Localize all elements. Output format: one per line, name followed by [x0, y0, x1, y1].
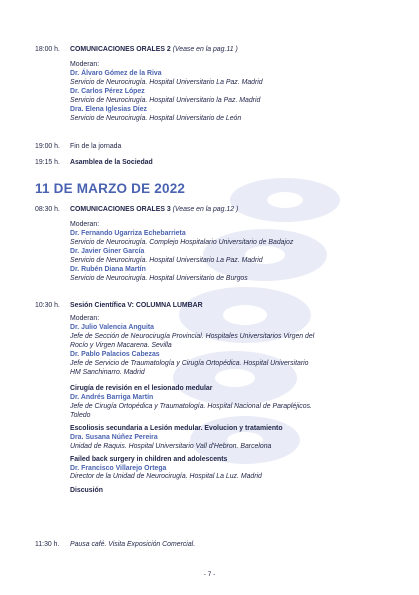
session-time: 18:00 h.	[35, 46, 60, 53]
moderator-affiliation: Servicio de Neurocirugía. Hospital Universitario La Paz. Madrid	[70, 256, 263, 264]
session-content	[70, 302, 395, 496]
moderator-name: Dr. Javier Giner García	[70, 247, 145, 255]
moderator-affiliation: Servicio de Neurocirugía. Hospital Universitario de Burgos	[70, 274, 248, 282]
talk-title: Failed back surgery in children and adolescents	[70, 455, 228, 463]
session-title: COMUNICACIONES ORALES 3	[70, 206, 171, 213]
speaker-affiliation: Director de la Unidad de Neurocirugía. Hospital La Luz. Madrid	[70, 473, 262, 481]
talk-title: Cirugía de revisión en el lesionado medular	[70, 384, 213, 392]
moderator-name: Dr. Fernando Ugarriza Echebarrieta	[70, 229, 186, 237]
talk-item	[70, 456, 395, 483]
moderator-affiliation: Jefe de Servicio de Traumatología y Cirugía Ortopédica. Hospital Universitario	[70, 359, 309, 367]
moderator-name: Dra. Elena Iglesias Díez	[70, 105, 147, 113]
session-title: COMUNICACIONES ORALES 2	[70, 46, 171, 53]
talk-title: Escoliosis secundaria a Lesión medular. Evolucion y tratamiento	[70, 424, 283, 432]
session-text: Fin de la jornada	[70, 143, 122, 150]
session-content	[70, 206, 395, 284]
day-heading: 11 DE MARZO DE 2022	[35, 181, 186, 196]
speaker-affiliation: Unidad de Raquis. Hospital Universitario Vall d'Hebron. Barcelona	[70, 442, 272, 450]
page-reference: (Vease en la pag.11 )	[172, 46, 238, 53]
session-time: 10:30 h.	[35, 302, 60, 309]
moderator-affiliation: HM Sanchinarro. Madrid	[70, 368, 145, 376]
speaker-name: Dr. Andrés Barriga Martín	[70, 393, 154, 401]
session-time: 19:15 h.	[35, 159, 60, 166]
moderators-label: Moderan:	[70, 220, 100, 228]
page-number: - 7 -	[203, 571, 216, 578]
speaker-name: Dr. Francisco Villarejo Ortega	[70, 464, 167, 472]
moderator-name: Dr. Pablo Palacios Cabezas	[70, 350, 160, 358]
speaker-affiliation: Jefe de Cirugía Ortopédica y Traumatología. Hospital Nacional de Parapléjicos.	[70, 402, 312, 410]
session-time: 08:30 h.	[35, 206, 60, 213]
moderator-name: Dr. Julio Valencia Anguita	[70, 323, 154, 331]
speaker-affiliation: Toledo	[70, 411, 91, 419]
moderators-label: Moderan:	[70, 60, 100, 68]
moderators-label: Moderan:	[70, 314, 100, 322]
moderator-name: Dr. Carlos Pérez López	[70, 87, 145, 95]
moderator-affiliation: Rocío y Virgen Macarena. Sevilla	[70, 341, 172, 349]
session-title: Sesión Científica V: COLUMNA LUMBAR	[70, 302, 203, 309]
discussion-label: Discusión	[70, 487, 103, 495]
page-reference: (Vease en la pag.12 )	[172, 206, 239, 213]
moderator-affiliation: Servicio de Neurocirugía. Hospital Universitario La Paz. Madrid	[70, 78, 263, 86]
moderator-affiliation: Servicio de Neurocirugía. Hospital Universitario la Paz. Madrid	[70, 96, 261, 104]
session-text: Asamblea de la Sociedad	[70, 159, 153, 166]
moderator-affiliation: Jefe de Sección de Neurocirugía Provincial. Hospitales Universitarios Virgen del	[70, 332, 315, 340]
talk-item	[70, 385, 395, 421]
speaker-name: Dra. Susana Núñez Pereira	[70, 433, 158, 441]
session-time: 11:30 h.	[35, 541, 60, 548]
moderator-affiliation: Servicio de Neurocirugía. Complejo Hospitalario Universitario de Badajoz	[70, 238, 294, 246]
moderator-affiliation: Servicio de Neurocirugía. Hospital Universitario de León	[70, 114, 242, 122]
talk-item	[70, 425, 395, 452]
session-text: Pausa café. Visita Exposición Comercial.	[70, 541, 196, 548]
session-content	[70, 46, 395, 124]
session-time: 19:00 h.	[35, 143, 60, 150]
moderator-name: Dr. Rubén Diana Martín	[70, 265, 146, 273]
moderator-name: Dr. Álvaro Gómez de la Riva	[70, 69, 162, 77]
